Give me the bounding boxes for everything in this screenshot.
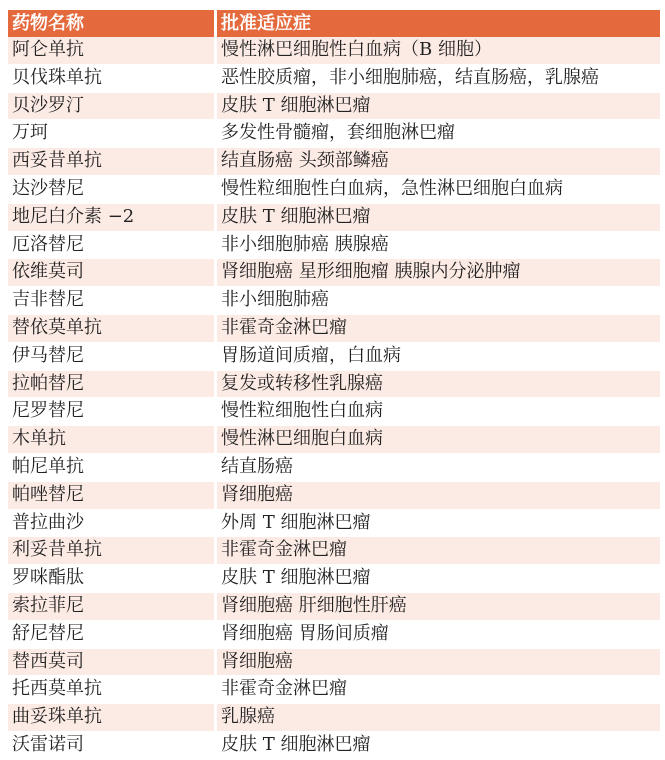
indication-cell: 非小细胞肺癌 胰腺癌: [214, 232, 660, 260]
table-row: [8, 148, 660, 176]
table-row: [8, 120, 660, 148]
drug-name-cell: 曲妥珠单抗: [8, 704, 214, 732]
table-row: [8, 621, 660, 649]
drug-name-cell: 万珂: [8, 120, 214, 148]
drug-name-cell: 利妥昔单抗: [8, 537, 214, 565]
table-row: [8, 37, 660, 65]
indication-cell: 皮肤 T 细胞淋巴瘤: [214, 732, 660, 760]
drug-name-cell: 西妥昔单抗: [8, 148, 214, 176]
drug-name-cell: 帕唑替尼: [8, 482, 214, 510]
indication-cell: 肾细胞癌 星形细胞瘤 胰腺内分泌肿瘤: [214, 259, 660, 287]
table-row: [8, 204, 660, 232]
table-row: [8, 65, 660, 93]
indication-cell: 外周 T 细胞淋巴瘤: [214, 510, 660, 538]
indication-cell: 肾细胞癌 胃肠间质瘤: [214, 621, 660, 649]
table-row: [8, 398, 660, 426]
table-row: [8, 93, 660, 121]
indication-cell: 肾细胞癌: [214, 649, 660, 677]
indication-cell: 皮肤 T 细胞淋巴瘤: [214, 565, 660, 593]
table-row: [8, 315, 660, 343]
table-row: [8, 593, 660, 621]
indication-cell: 皮肤 T 细胞淋巴瘤: [214, 204, 660, 232]
drug-name-cell: 吉非替尼: [8, 287, 214, 315]
table-row: [8, 537, 660, 565]
table-row: [8, 704, 660, 732]
drug-name-cell: 伊马替尼: [8, 343, 214, 371]
indication-cell: 胃肠道间质瘤，白血病: [214, 343, 660, 371]
drug-name-cell: 地尼白介素 −2: [8, 204, 214, 232]
table-row: [8, 732, 660, 760]
indication-cell: 恶性胶质瘤，非小细胞肺癌，结直肠癌，乳腺癌: [214, 65, 660, 93]
table-row: [8, 343, 660, 371]
drug-name-cell: 贝沙罗汀: [8, 93, 214, 121]
drug-name-cell: 厄洛替尼: [8, 232, 214, 260]
drug-name-cell: 替西莫司: [8, 649, 214, 677]
table-header-row: [8, 10, 660, 37]
drug-name-cell: 依维莫司: [8, 259, 214, 287]
table-body: [8, 37, 660, 760]
drug-name-cell: 替依莫单抗: [8, 315, 214, 343]
indication-cell: 结直肠癌: [214, 454, 660, 482]
table-row: [8, 426, 660, 454]
indication-cell: 非小细胞肺癌: [214, 287, 660, 315]
drug-name-cell: 木单抗: [8, 426, 214, 454]
drug-name-cell: 尼罗替尼: [8, 398, 214, 426]
drug-name-cell: 阿仑单抗: [8, 37, 214, 65]
indication-cell: 肾细胞癌 肝细胞性肝癌: [214, 593, 660, 621]
table-row: [8, 482, 660, 510]
drug-name-cell: 帕尼单抗: [8, 454, 214, 482]
table-row: [8, 259, 660, 287]
table-row: [8, 454, 660, 482]
drug-name-cell: 索拉菲尼: [8, 593, 214, 621]
indication-cell: 非霍奇金淋巴瘤: [214, 676, 660, 704]
header-indication: 批准适应症: [214, 10, 660, 37]
table-row: [8, 287, 660, 315]
indication-cell: 皮肤 T 细胞淋巴瘤: [214, 93, 660, 121]
table-row: [8, 649, 660, 677]
indication-cell: 肾细胞癌: [214, 482, 660, 510]
drug-name-cell: 沃雷诺司: [8, 732, 214, 760]
table-row: [8, 676, 660, 704]
indication-cell: 慢性粒细胞性白血病，急性淋巴细胞白血病: [214, 176, 660, 204]
indication-cell: 慢性淋巴细胞白血病: [214, 426, 660, 454]
drug-name-cell: 舒尼替尼: [8, 621, 214, 649]
table-row: [8, 176, 660, 204]
table-row: [8, 232, 660, 260]
drug-name-cell: 托西莫单抗: [8, 676, 214, 704]
drug-table-container: [8, 10, 660, 760]
table-row: [8, 371, 660, 399]
indication-cell: 慢性粒细胞性白血病: [214, 398, 660, 426]
indication-cell: 非霍奇金淋巴瘤: [214, 315, 660, 343]
indication-cell: 复发或转移性乳腺癌: [214, 371, 660, 399]
drug-name-cell: 达沙替尼: [8, 176, 214, 204]
drug-name-cell: 贝伐珠单抗: [8, 65, 214, 93]
drug-indication-table: [8, 10, 660, 760]
indication-cell: 非霍奇金淋巴瘤: [214, 537, 660, 565]
header-drug-name: 药物名称: [8, 10, 214, 37]
indication-cell: 多发性骨髓瘤，套细胞淋巴瘤: [214, 120, 660, 148]
table-row: [8, 565, 660, 593]
indication-cell: 乳腺癌: [214, 704, 660, 732]
drug-name-cell: 拉帕替尼: [8, 371, 214, 399]
drug-name-cell: 普拉曲沙: [8, 510, 214, 538]
drug-name-cell: 罗咪酯肽: [8, 565, 214, 593]
indication-cell: 结直肠癌 头颈部鳞癌: [214, 148, 660, 176]
table-row: [8, 510, 660, 538]
indication-cell: 慢性淋巴细胞性白血病（B 细胞）: [214, 37, 660, 65]
